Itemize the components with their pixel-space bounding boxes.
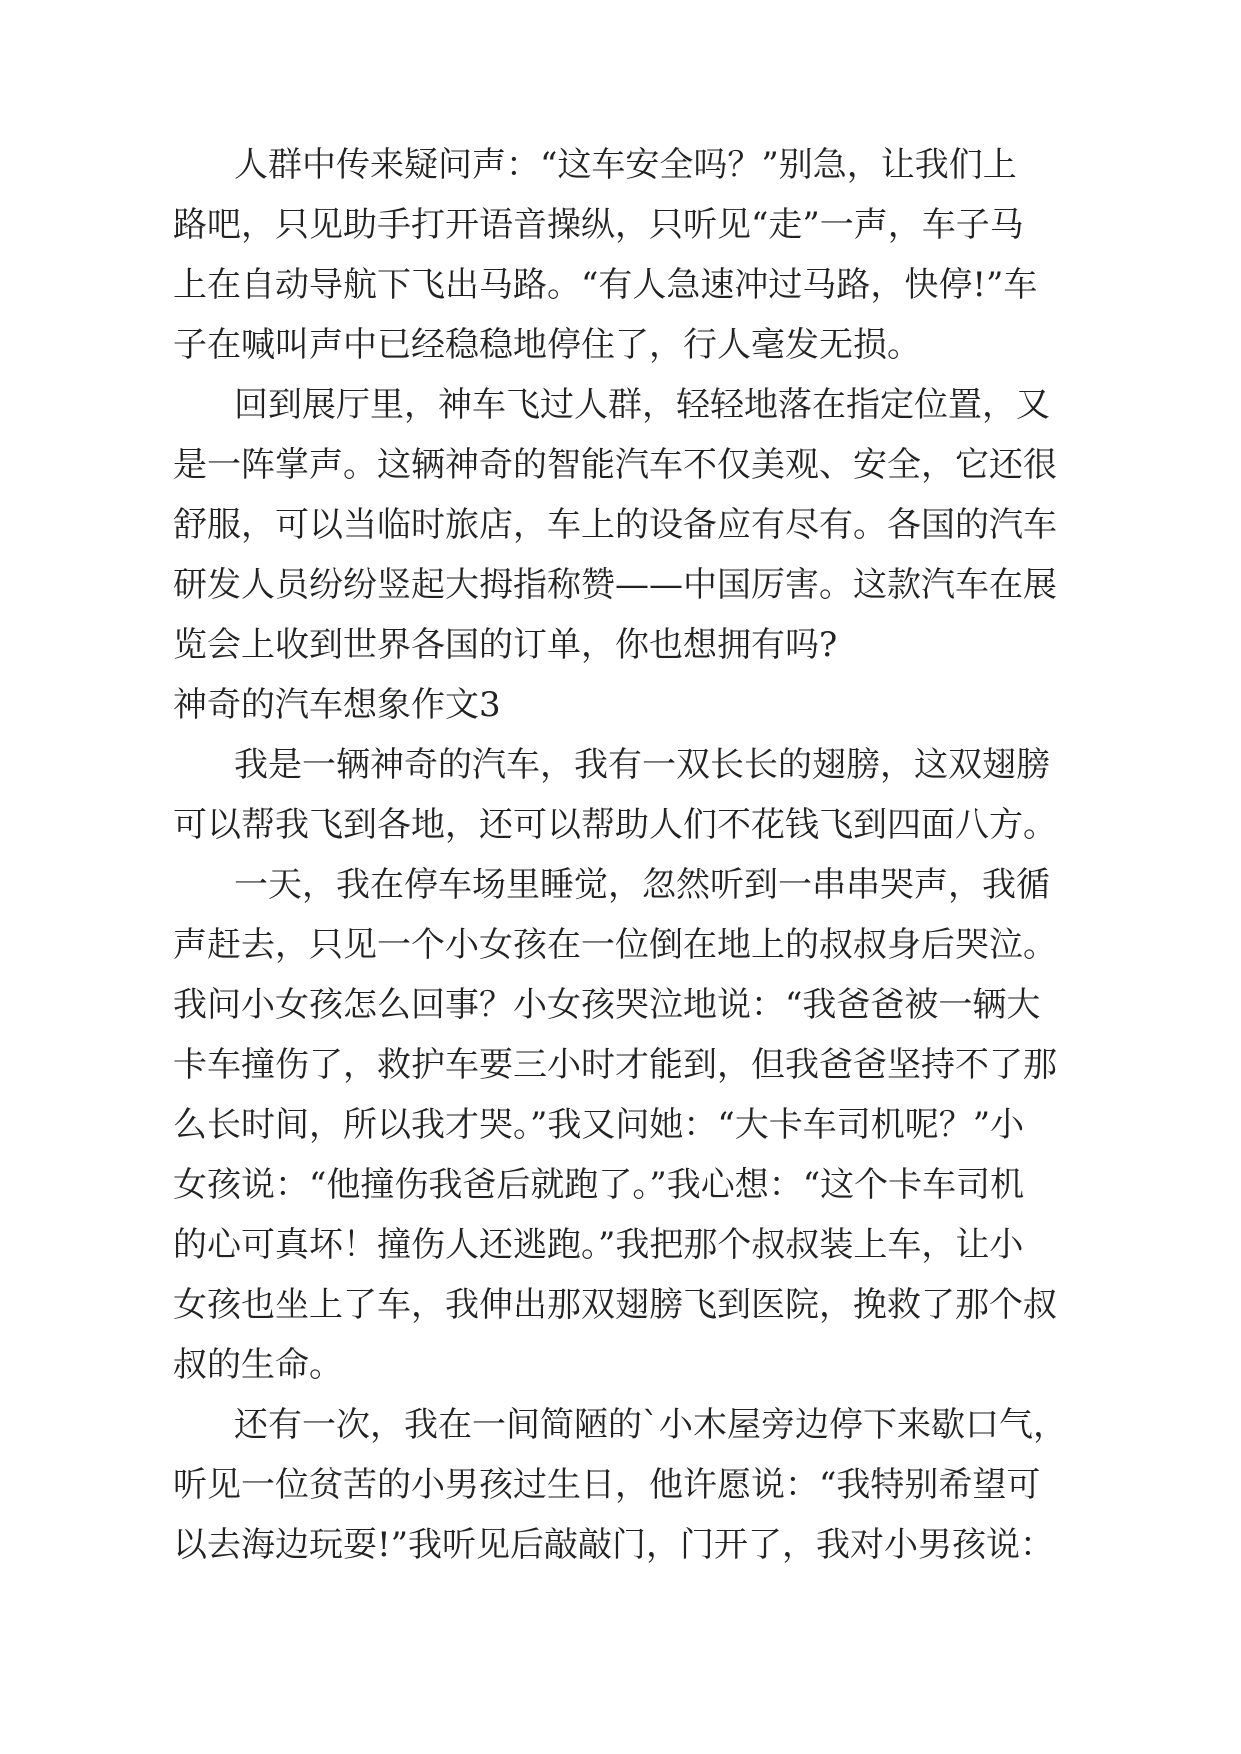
text-line: 听见一位贫苦的小男孩过生日，他许愿说：“我特别希望可 (173, 1465, 1041, 1505)
text-line: 是一阵掌声。这辆神奇的智能汽车不仅美观、安全，它还很 (173, 445, 1057, 485)
text-line: 声赶去，只见一个小女孩在一位倒在地上的叔叔身后哭泣。 (173, 925, 1057, 965)
text-line: 人群中传来疑问声：“这车安全吗？”别急，让我们上 (234, 145, 1017, 185)
text-line: 上在自动导航下飞出马路。“有人急速冲过马路，快停!”车 (173, 265, 1038, 305)
text-line: 回到展厅里，神车飞过人群，轻轻地落在指定位置，又 (234, 385, 1050, 425)
text-line: 路吧，只见助手打开语音操纵，只听见“走”一声，车子马 (173, 205, 1024, 245)
text-line: 女孩也坐上了车，我伸出那双翅膀飞到医院，挽救了那个叔 (173, 1285, 1057, 1325)
text-line: 研发人员纷纷竖起大拇指称赞——中国厉害。这款汽车在展 (173, 565, 1057, 605)
text-line: 么长时间，所以我才哭。”我又问她：“大卡车司机呢？”小 (173, 1105, 1025, 1145)
text-line: 还有一次，我在一间简陋的`小木屋旁边停下来歇口气， (234, 1405, 1067, 1445)
section-heading: 神奇的汽车想象作文3 (173, 685, 501, 725)
text-line: 我是一辆神奇的汽车，我有一双长长的翅膀，这双翅膀 (234, 745, 1050, 785)
text-line: 一天，我在停车场里睡觉，忽然听到一串串哭声，我循 (234, 865, 1050, 905)
text-line: 舒服，可以当临时旅店，车上的设备应有尽有。各国的汽车 (173, 505, 1057, 545)
text-line: 以去海边玩耍!”我听见后敲敲门，门开了，我对小男孩说： (173, 1525, 1055, 1565)
text-line: 可以帮我飞到各地，还可以帮助人们不花钱飞到四面八方。 (173, 805, 1057, 845)
text-line: 叔的生命。 (173, 1345, 343, 1385)
text-line: 览会上收到世界各国的订单，你也想拥有吗? (173, 625, 838, 665)
text-line: 的心可真坏！撞伤人还逃跑。”我把那个叔叔装上车，让小 (173, 1225, 1024, 1265)
text-line: 我问小女孩怎么回事？小女孩哭泣地说：“我爸爸被一辆大 (173, 985, 1041, 1025)
text-line: 子在喊叫声中已经稳稳地停住了，行人毫发无损。 (173, 325, 921, 365)
text-line: 卡车撞伤了，救护车要三小时才能到，但我爸爸坚持不了那 (173, 1045, 1057, 1085)
text-line: 女孩说：“他撞伤我爸后就跑了。”我心想：“这个卡车司机 (173, 1165, 1025, 1205)
